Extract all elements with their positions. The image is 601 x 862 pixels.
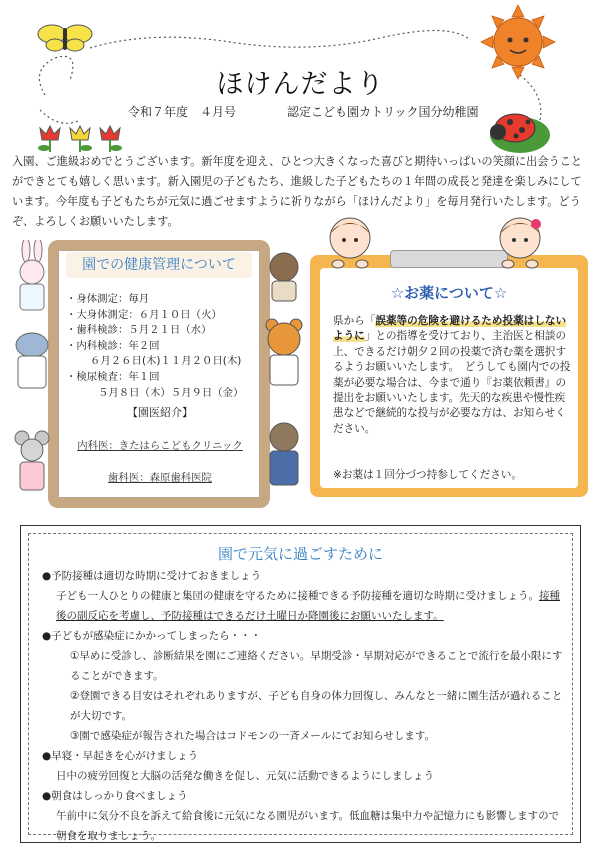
vaccine-text [42,586,567,626]
medicine-body [333,314,571,437]
infection-heading: ●子どもが感染症にかかってしまったら・・・ [42,630,262,642]
health-item: ・内科検診：年２回 [66,339,160,352]
medicine-note: ※お薬は１回分づつ持参してください。 [333,469,522,481]
girl-icon [330,218,370,268]
infection-item-2: ②登園できる目安はそれぞれありますが、子ども自身の体力回復し、みんなと一緒に園生活が過れることが大切です。 [70,690,563,722]
sleep-body: 日中の疲労回復と大脳の活発な働きを促し、元気に活動できるようにしましょう [56,770,434,782]
medicine-title: ☆お薬について☆ [390,284,508,302]
page-title: ほけんだより [216,69,385,100]
animal-illustrations-right [258,245,310,515]
butterfly-icon [38,25,92,51]
raccoon-icon [270,423,298,485]
health-schedule-list [66,292,266,401]
children-illustration [320,212,560,270]
wellness-title: 園で元気に過ごすために [217,545,383,563]
vaccine-body: 子ども一人ひとりの健康と集団の健康を守るために接種できる予防接種を適切な時期に受けましょう。 [56,590,539,602]
rabbit-nurse-icon [20,240,44,310]
health-item: ・大身体測定：６月１０日（火） [66,308,222,321]
issue-date: 令和７年度 ４月号 [128,105,237,119]
health-item: ・歯科検診：５月２１日（水） [66,324,212,337]
infection-item-3: ③園で感染症が報告された場合はコドモンの一斉メールにてお知らせします。 [70,730,436,742]
health-item: ・検尿検査：年１回 [66,370,160,383]
mouse-nurse-icon [15,431,49,490]
infection-item-1: ①早めに受診し、診断結果を園にご連絡ください。早期受診・早期対応ができることで流行を最小限にすることができます。 [70,650,563,682]
sleep-heading: ●早寝・早起きを心がけましょう [42,750,199,762]
clinic-dental: 歯科医：森原歯科医院 [108,472,212,484]
girl-icon [500,218,541,268]
health-item: ・身体測定：毎月 [66,293,150,305]
health-item: ６月２６日(木)１１月２０日(木) [90,355,242,368]
tulip-icons [38,126,122,152]
health-title: 園での健康管理について [66,252,252,278]
breakfast-heading: ●朝食はしっかり食べましょう [42,790,188,802]
hippo-doctor-icon [16,333,48,388]
medicine-highlight: 誤薬等の危険を避けるため投薬はしないように [333,315,567,343]
medicine-body-rest: 」との指導を受けており、主治医と相談の上、できるだけ朝夕２回の投薬で済む薬を選択するようお願いいたします。 どうしても園内での投薬が必要な場合は、今まで通り『お薬依頼書』の提出をお願いいたします。先天的な疾患や慢性疾患などで継続的な投与が必要な方は、お知らせください。 [333,330,571,435]
breakfast-body: 午前中に気分不良を訴えて給食後に元気になる園児がいます。低血糖は集中力や記憶力にも影響しますので朝食を取りましょう。 [56,810,560,842]
bear-doctor-icon [266,319,302,385]
health-item: ５月８日（木）５月９日（金） [98,386,244,399]
vaccine-underline: 接種後の副反応を考慮し、予防接種はできるだけ土曜日か降園後にお願いいたします。 [56,590,560,622]
vaccine-heading: ●予防接種は適切な時期に受けておきましょう [42,570,262,582]
animal-illustrations-left [8,240,56,510]
medicine-body-prefix: 県から「 [333,315,376,327]
school-name: 認定こども園カトリック国分幼稚園 [287,105,479,119]
dog-icon [270,253,298,301]
wellness-body [42,566,567,846]
intro-paragraph: 入園、ご進級おめでとうございます。新年度を迎え、ひとつ大きくなった喜びと期待いっぱいの笑顔に出会うことができとても嬉しく思います。新入園児の子どもたち、進級した子どもたちの１年間の成長と発達を楽しみにしています。今年度も子どもたちが元気に過ごせますように祈りながら「ほけんだより」を毎月発行いたします。どうぞ、よろしくお願いいたします。 [12,155,583,228]
clinic-heading: 【園医紹介】 [127,406,193,419]
clinic-internal: 内科医：きたはらこどもクリニック [77,440,243,452]
ladybug-icon [490,114,550,153]
